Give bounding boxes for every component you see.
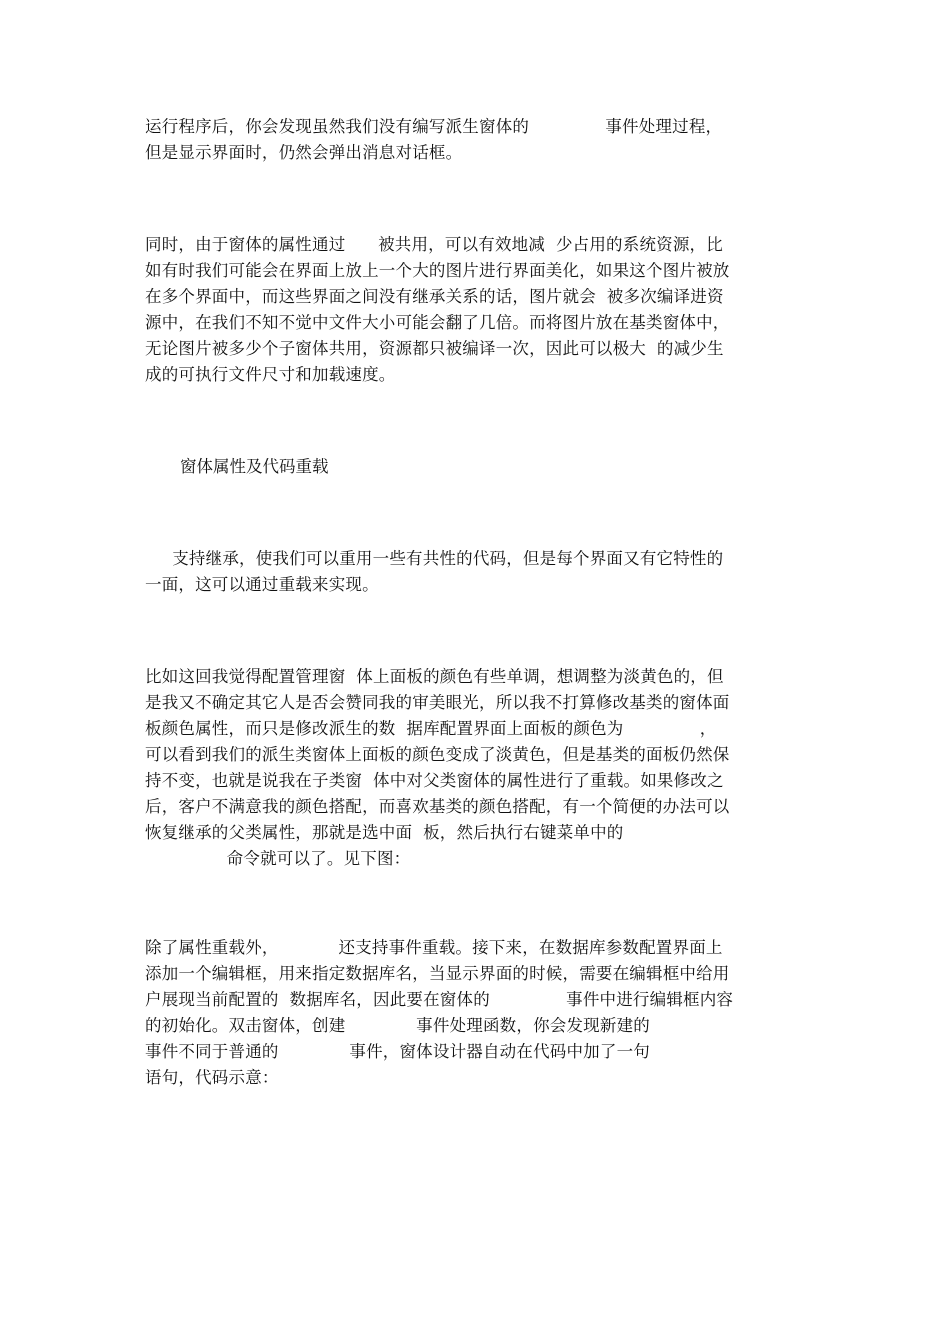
paragraph-1-line-2: 但是显示界面时，仍然会弹出消息对话框。 <box>145 143 463 162</box>
paragraph-5-line-3: 户展现当前配置的 数据库名，因此要在窗体的 事件中进行编辑框内容 <box>145 990 734 1009</box>
paragraph-2-line-4: 源中，在我们不知不觉中文件大小可能会翻了几倍。而将图片放在基类窗体中， <box>145 313 730 332</box>
paragraph-1-line-1: 运行程序后，你会发现虽然我们没有编写派生窗体的 事件处理过程， <box>145 117 723 136</box>
paragraph-5-line-1: 除了属性重载外， 还支持事件重载。接下来，在数据库参数配置界面上 <box>145 938 723 957</box>
paragraph-5-line-6: 语句，代码示意： <box>145 1068 279 1087</box>
paragraph-4-line-7: 恢复继承的父类属性，那就是选中面 板，然后执行右键菜单中的 <box>145 823 624 842</box>
paragraph-4-line-2: 是我又不确定其它人是否会赞同我的审美眼光，所以我不打算修改基类的窗体面 <box>145 693 730 712</box>
paragraph-2-line-3: 在多个界面中，而这些界面之间没有继承关系的话，图片就会 被多次编译进资 <box>145 287 724 306</box>
paragraph-4-line-5: 持不变，也就是说我在子类窗 体中对父类窗体的属性进行了重载。如果修改之 <box>145 771 724 790</box>
paragraph-4-line-3: 板颜色属性，而只是修改派生的数 据库配置界面上面板的颜色为 ， <box>145 719 717 738</box>
paragraph-5-line-4: 的初始化。双击窗体，创建 事件处理函数，你会发现新建的 <box>145 1016 650 1035</box>
section-heading: 窗体属性及代码重载 <box>180 457 329 476</box>
paragraph-4-line-6: 后，客户不满意我的颜色搭配，而喜欢基类的颜色搭配，有一个简便的办法可以 <box>145 797 730 816</box>
paragraph-2-line-2: 如有时我们可能会在界面上放上一个大的图片进行界面美化，如果这个图片被放 <box>145 261 730 280</box>
paragraph-5-line-2: 添加一个编辑框，用来指定数据库名，当显示界面的时候，需要在编辑框中给用 <box>145 964 730 983</box>
paragraph-2-line-5: 无论图片被多少个子窗体共用，资源都只被编译一次，因此可以极大 的减少生 <box>145 339 724 358</box>
paragraph-5-line-5: 事件不同于普通的 事件，窗体设计器自动在代码中加了一句 <box>145 1042 650 1061</box>
paragraph-3-line-1: 支持继承，使我们可以重用一些有共性的代码，但是每个界面又有它特性的 <box>145 549 724 568</box>
paragraph-2-line-6: 成的可执行文件尺寸和加载速度。 <box>145 365 396 384</box>
paragraph-3-line-2: 一面，这可以通过重载来实现。 <box>145 575 379 594</box>
paragraph-4-line-1: 比如这回我觉得配置管理窗 体上面板的颜色有些单调，想调整为淡黄色的，但 <box>145 667 724 686</box>
paragraph-2-line-1: 同时，由于窗体的属性通过 被共用，可以有效地减 少占用的系统资源，比 <box>145 235 723 254</box>
paragraph-4-line-8: 命令就可以了。见下图： <box>145 849 411 868</box>
paragraph-4-line-4: 可以看到我们的派生类窗体上面板的颜色变成了淡黄色，但是基类的面板仍然保 <box>145 745 730 764</box>
